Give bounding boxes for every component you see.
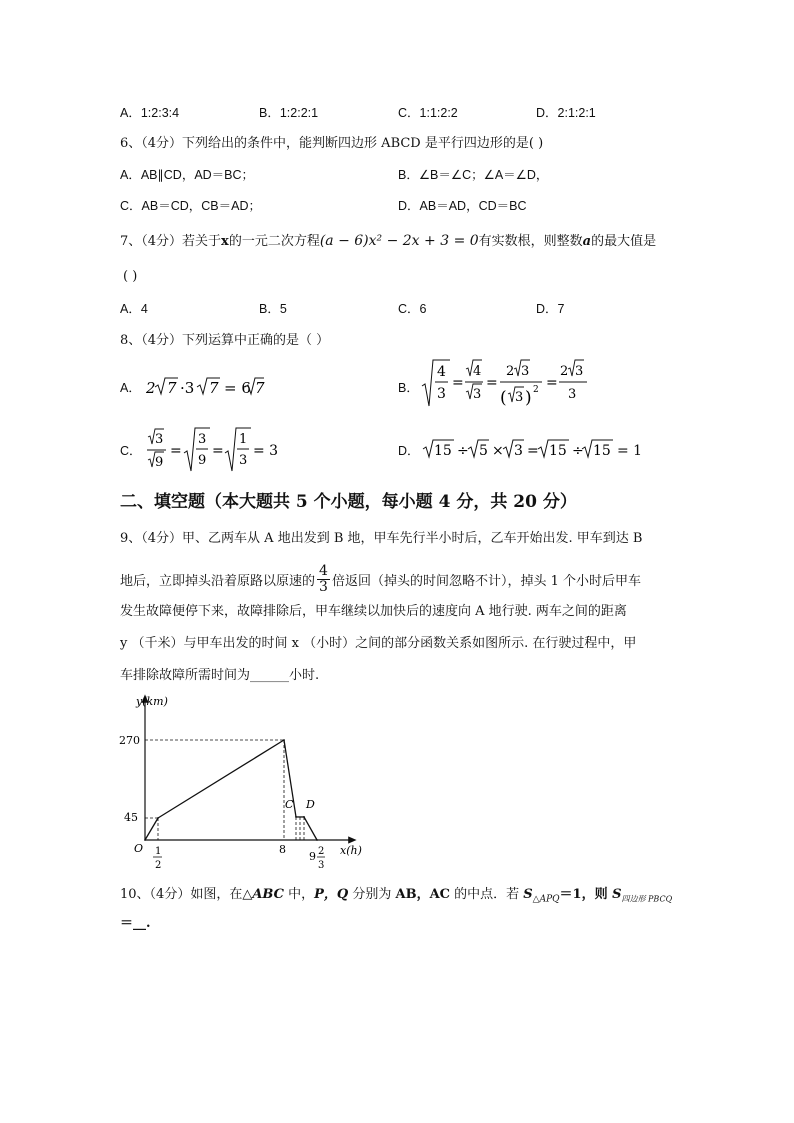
option-label: B．: [398, 168, 419, 182]
data-point: [283, 739, 285, 741]
q9-line1: 9、（4分）甲、乙两车从 A 地出发到 B 地，甲车先行半小时后，乙车开始出发. 甲车到达 B: [120, 531, 643, 546]
point-label-c: C: [285, 798, 294, 811]
origin-label: O: [134, 842, 144, 855]
x-tick-mixed-whole: 9: [309, 850, 316, 863]
option-text: 1:2:2:1: [279, 106, 319, 120]
svg-text:2: 2: [533, 385, 539, 395]
svg-text:4: 4: [473, 364, 482, 379]
svg-text:15: 15: [593, 443, 611, 459]
variable-x: x: [221, 234, 229, 249]
q8-option-d-tail: = 1: [617, 443, 643, 459]
q5-option-c: [398, 104, 458, 122]
option-text: AB＝AD，CD＝BC: [419, 199, 527, 213]
option-label: D．: [536, 302, 558, 316]
q8-option-d-formula: [420, 436, 625, 464]
q8-option-c-label: C．: [120, 444, 142, 458]
stem-text: ＝1，则: [559, 887, 613, 902]
q10-line1: [120, 886, 672, 909]
points-pq: P，Q: [314, 887, 349, 902]
stem-text: 倍返回（掉头的时间忽略不计），掉头 1 个小时后甲车: [331, 574, 641, 589]
stem-text: 的中点．若: [450, 887, 524, 902]
q8-stem: 8、（4分）下列运算中正确的是（ ）: [120, 333, 330, 348]
variable-a: a: [582, 234, 592, 249]
svg-text:15: 15: [549, 443, 567, 459]
svg-text:=: =: [486, 375, 498, 391]
q6-stem: 6、（4分）下列给出的条件中，能判断四边形 ABCD 是平行四边形的是( ): [120, 136, 544, 151]
svg-text:= 6: = 6: [224, 379, 251, 397]
x-tick-half: [153, 846, 162, 871]
svg-text:9: 9: [198, 453, 207, 468]
svg-text:÷: ÷: [572, 443, 584, 459]
q9-line5: 车排除故障所需时间为______小时.: [120, 668, 320, 683]
series-segment: [145, 818, 158, 840]
fraction-denominator: 3: [319, 579, 328, 595]
svg-text:3: 3: [239, 453, 248, 468]
y-axis-label: y(km): [136, 695, 168, 708]
svg-text:= 3: = 3: [253, 443, 279, 459]
q5-option-d: [536, 104, 596, 122]
stem-text: 中，: [283, 887, 315, 902]
q8-option-c-formula: [144, 425, 279, 473]
stem-text: 有实数根，则整数: [478, 234, 583, 249]
q9-line3: 发生故障便停下来，故障排除后，甲车继续以加快后的速度向 A 地行驶. 两车之间的距离: [120, 604, 627, 619]
q10-line2: ＝__.: [120, 916, 151, 931]
q7-answer-paren: ( ): [123, 269, 138, 284]
svg-text:3: 3: [514, 443, 523, 459]
area-subscript: 四边形 PBCQ: [621, 894, 673, 904]
x-tick-nine-two-thirds: [309, 846, 325, 871]
q7-option-b: [259, 300, 287, 318]
option-text: 7: [557, 302, 565, 316]
q6-option-b: [398, 166, 548, 184]
data-point: [295, 816, 297, 818]
data-point: [303, 816, 305, 818]
x-tick-8: 8: [279, 843, 286, 856]
svg-text:9: 9: [155, 455, 164, 470]
q6-option-c: [120, 197, 261, 215]
area-symbol: S: [612, 887, 622, 902]
svg-text:×: ×: [492, 443, 504, 459]
svg-text:1: 1: [239, 432, 248, 447]
svg-text:(: (: [500, 388, 507, 408]
option-text: 1:1:2:2: [419, 106, 458, 120]
q7-option-c: [398, 300, 426, 318]
svg-text:=: =: [452, 375, 464, 391]
option-text: AB＝CD，CB＝AD；: [141, 199, 261, 213]
svg-text:5: 5: [479, 443, 488, 459]
x-axis-label: x(h): [340, 844, 362, 857]
option-label: A．: [120, 106, 141, 120]
area-subscript: △APQ: [532, 894, 560, 905]
q6-option-a: [120, 166, 254, 184]
option-text: 2:1:2:1: [557, 106, 596, 120]
fraction: [317, 564, 330, 595]
svg-text:3: 3: [568, 387, 577, 402]
data-point: [316, 839, 318, 841]
stem-text: 地后，立即掉头沿着原路以原速的: [120, 574, 316, 589]
section-title: 二、填空题（本大题共 5 个小题，每小题 4 分，共 20 分）: [120, 492, 577, 512]
option-label: D．: [398, 199, 420, 213]
svg-text:=: =: [212, 443, 224, 459]
option-text: 5: [279, 302, 287, 316]
svg-text:2: 2: [506, 364, 515, 379]
svg-text:=: =: [527, 443, 539, 459]
svg-text:·3: ·3: [180, 379, 195, 397]
option-label: B．: [259, 106, 280, 120]
option-text: 6: [419, 302, 427, 316]
data-point: [144, 839, 146, 841]
q8-option-a-formula: [144, 372, 264, 402]
q8-option-d-label: D．: [398, 444, 420, 458]
segments: AB，AC: [395, 887, 451, 902]
svg-text:3: 3: [198, 432, 207, 447]
option-text: 1:2:3:4: [140, 106, 180, 120]
option-text: ∠B＝∠C；∠A＝∠D，: [418, 168, 549, 182]
q7-option-d: [536, 300, 564, 318]
q6-option-d: [398, 197, 527, 215]
option-label: A．: [120, 302, 141, 316]
svg-text:2: 2: [560, 364, 569, 379]
svg-text:7: 7: [167, 379, 177, 397]
svg-text:2: 2: [146, 379, 156, 397]
svg-text:÷: ÷: [457, 443, 469, 459]
option-label: D．: [536, 106, 558, 120]
option-label: C．: [398, 106, 420, 120]
y-tick-270: 270: [119, 734, 140, 747]
x-tick-half-den: 2: [155, 860, 162, 871]
x-tick-half-num: 1: [155, 846, 162, 857]
equation: (a − 6)x² − 2x + 3 = 0: [319, 233, 479, 249]
svg-text:4: 4: [437, 364, 446, 380]
option-label: A．: [120, 168, 141, 182]
q9-line4: y （千米）与甲车出发的时间 x （小时）之间的部分函数关系如图所示. 在行驶过程中，甲: [120, 636, 637, 651]
q5-option-b: [259, 104, 318, 122]
svg-text:3: 3: [575, 364, 584, 379]
q8-option-b-formula: [420, 356, 595, 416]
stem-text: 的一元二次方程: [228, 234, 320, 249]
stem-text: 7、（4分）若关于: [120, 234, 222, 249]
svg-text:7: 7: [255, 379, 265, 397]
point-label-d: D: [306, 798, 315, 811]
q7-stem: [120, 232, 656, 251]
distance-time-chart: [110, 690, 370, 875]
q8-option-b-label: B．: [398, 381, 419, 395]
option-text: 4: [140, 302, 148, 316]
option-label: C．: [120, 199, 142, 213]
option-text: AB∥CD，AD＝BC；: [140, 168, 255, 182]
option-label: B．: [259, 302, 280, 316]
svg-text:15: 15: [434, 443, 452, 459]
q9-line2: [120, 563, 641, 597]
stem-text: 的最大值是: [591, 234, 657, 249]
series-segment: [158, 740, 284, 818]
series-segment: [304, 817, 317, 840]
stem-text: 10、（4分）如图，在△: [120, 887, 253, 902]
q5-option-a: [120, 104, 179, 122]
area-symbol: S: [523, 887, 533, 902]
svg-text:): ): [525, 388, 532, 408]
svg-text:=: =: [546, 375, 558, 391]
q8-option-a-label: A．: [120, 381, 141, 395]
svg-text:3: 3: [437, 386, 446, 402]
y-tick-45: 45: [124, 811, 138, 824]
stem-text: 分别为: [348, 887, 396, 902]
option-label: C．: [398, 302, 420, 316]
x-tick-mixed-num: 2: [318, 846, 325, 857]
q7-option-a: [120, 300, 148, 318]
svg-text:3: 3: [155, 432, 164, 447]
svg-text:3: 3: [515, 390, 524, 405]
fraction-numerator: 4: [319, 563, 328, 579]
svg-text:7: 7: [209, 379, 219, 397]
x-tick-mixed-den: 3: [318, 860, 325, 871]
data-point: [157, 817, 159, 819]
triangle-name: ABC: [252, 887, 284, 902]
svg-text:3: 3: [521, 364, 530, 379]
svg-text:=: =: [170, 443, 182, 459]
svg-text:3: 3: [473, 387, 482, 402]
